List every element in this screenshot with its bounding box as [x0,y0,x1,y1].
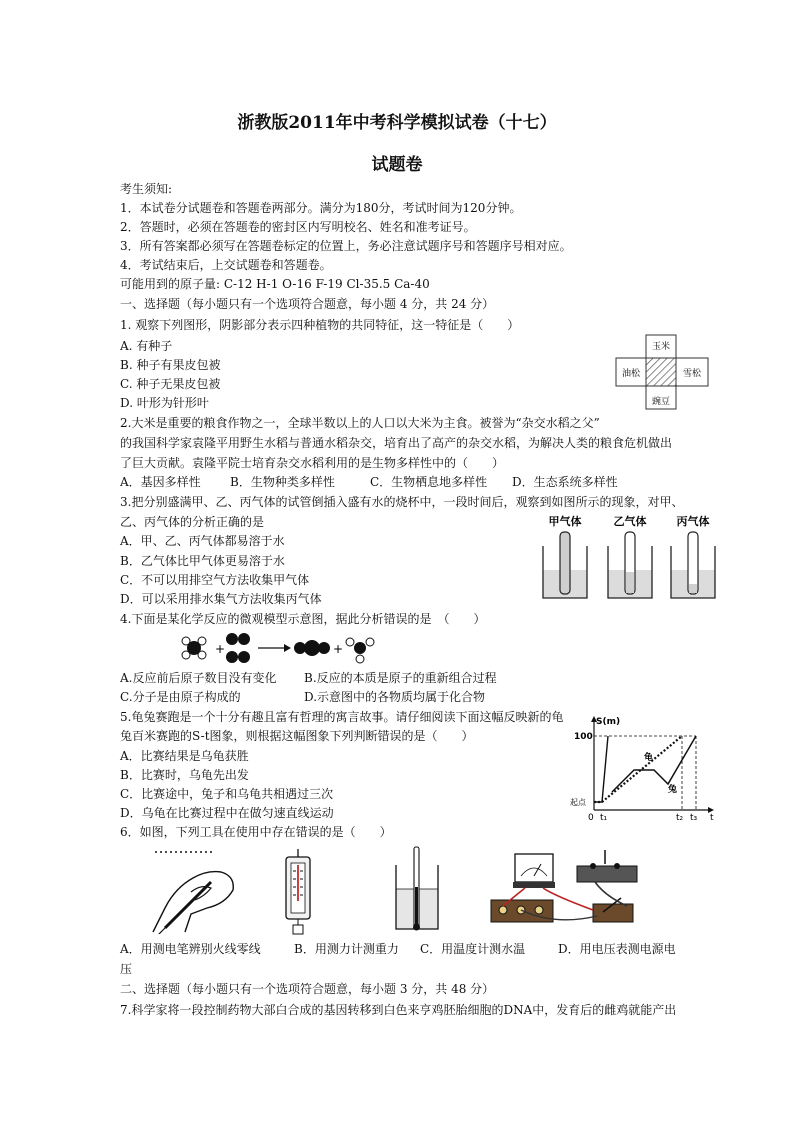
label-gas-bing: 丙气体 [676,515,710,528]
q7-start: 7.科学家将一段控制药物大部白合成的基因转移到白色来亨鸡胚胎细胞的DNA中，发育后的雌鸡就能产出 [120,1003,677,1017]
t1-label: t₁ [600,813,608,823]
svg-text:+: + [333,642,344,656]
q2-option-c: C．生物栖息地多样性 [370,475,488,489]
t-axis-label: t [710,813,714,823]
label-gas-yi: 乙气体 [613,515,647,528]
page-subtitle: 试题卷 [371,155,423,175]
thermometer-figure [392,845,442,935]
q4-option-d: D.示意图中的各物质均属于化合物 [304,690,486,704]
battery-board [577,866,637,882]
q3-option-c: C．不可以用排空气方法收集甲气体 [120,573,310,587]
q1-option-b: B. 种子有果皮包被 [120,358,221,372]
q5-line: 兔百米赛跑的S-t图象，则根据这幅图象下列判断错误的是（ ） [120,729,474,743]
notice-heading: 考生须知: [120,182,173,196]
q2-option-a: A．基因多样性 [120,475,201,489]
rabbit-path-1 [594,736,608,802]
reactant-molecule-1 [182,637,206,659]
rabbit-label: 兔 [668,785,678,795]
page-title: 浙教版2011年中考科学模拟试卷（十七） [237,113,557,133]
section2-heading: 二、选择题（每小题只有一个选项符合题意，每小题 3 分，共 48 分） [120,982,495,996]
label-right: 雪松 [682,369,702,379]
notice-item: 2．答题时，必须在答题卷的密封区内写明校名、姓名和准考证号。 [120,220,476,234]
q1-stem: 1. 观察下列图形，阴影部分表示四种植物的共同特征，这一特征是（ ） [120,318,520,332]
q6-option-b: B．用测力计测重力 [294,942,399,956]
q5-option-c: C．比赛途中，兔子和乌龟共相遇过三次 [120,787,334,801]
svg-text:+: + [215,642,226,656]
q2-option-d: D．生态系统多样性 [512,475,618,489]
q3-option-b: B．乙气体比甲气体更易溶于水 [120,554,285,568]
shaded-intersection [646,358,676,386]
q4-option-c: C.分子是由原子构成的 [120,690,241,704]
q1-option-a: A. 有种子 [120,339,173,353]
q5-option-b: B．比赛时，乌龟先出发 [120,768,249,782]
label-top: 玉米 [651,342,671,352]
origin-label: 0 [588,813,594,823]
beaker-jia [543,532,587,598]
q4-reaction-figure [180,631,380,667]
q1-option-c: C. 种子无果皮包被 [120,377,221,391]
q6-stem: 6．如图，下列工具在使用中存在错误的是（ ） [120,825,392,839]
q3-option-d: D．可以采用排水集气方法收集丙气体 [120,592,322,606]
t3-label: t₃ [690,813,698,823]
voltmeter-circuit-figure [485,846,685,932]
q6-option-d: D．用电压表测电源电 [558,942,676,956]
notice-item: 1．本试卷分试题卷和答题卷两部分。满分为180分，考试时间为120分钟。 [120,201,522,215]
notice-item: 4．考试结束后，上交试题卷和答题卷。 [120,258,332,272]
q6-option-c: C．用温度计测水温 [420,942,526,956]
q4-stem: 4.下面是某化学反应的微观模型示意图，据此分析错误的是 （ ） [120,612,486,626]
notice-item: 3．所有答案都必须写在答题卷标定的位置上，务必注意试题序号和答题序号相对应。 [120,239,572,253]
q2-line: 了巨大贡献。袁隆平院士培育杂交水稻利用的是生物多样性中的（ ） [120,456,505,470]
beaker-yi [608,532,652,598]
q5-option-a: A．比赛结果是乌龟获胜 [120,749,249,763]
atomic-masses: 可能用到的原子量: C-12 H-1 O-16 F-19 Cl-35.5 Ca-40 [120,277,430,291]
t2-label: t₂ [676,813,684,823]
q3-figure [535,512,720,604]
turtle-label: 龟 [644,753,654,763]
q2-line: 2.大米是重要的粮食作物之一，全球半数以上的人口以大米为主食。被誉为“杂交水稻之父” [120,416,600,430]
start-label: 起点 [570,798,586,807]
q1-option-d: D. 叶形为针形叶 [120,396,209,410]
spring-scale-figure [280,849,316,935]
q3-line: 乙、丙气体的分析正确的是 [120,515,265,529]
q5-line: 5.龟兔赛跑是一个十分有趣且富有哲理的寓言故事。请仔细阅读下面这幅反映新的龟 [120,710,564,724]
beaker-bing [671,532,715,598]
reactant-molecule-2 [226,633,250,663]
label-left: 油松 [621,369,641,379]
test-pen-figure [145,848,240,934]
q2-option-b: B．生物种类多样性 [230,475,335,489]
q6-option-d-wrap: 压 [120,962,133,976]
s-axis-label: S(m) [596,717,621,727]
product-molecule-2 [346,638,374,663]
q6-option-a: A．用测电笔辨别火线零线 [120,942,261,956]
q4-option-b: B.反应的本质是原子的重新组合过程 [304,671,497,685]
q5-option-d: D．乌龟在比赛过程中在做匀速直线运动 [120,806,334,820]
product-molecule-1 [294,640,330,656]
y-tick-100: 100 [574,732,593,742]
label-bottom: 豌豆 [651,397,671,407]
q3-line: 3.把分别盛满甲、乙、丙气体的试管倒插入盛有水的烧杯中，一段时间后，观察到如图所示的现象，对甲、 [120,495,684,509]
q5-st-graph [568,712,718,824]
q1-figure [614,333,710,413]
q4-option-a: A.反应前后原子数目没有变化 [120,671,277,685]
section1-heading: 一、选择题（每小题只有一个选项符合题意，每小题 4 分，共 24 分） [120,297,495,311]
q3-option-a: A．甲、乙、丙气体都易溶于水 [120,534,285,548]
label-gas-jia: 甲气体 [548,515,582,528]
q2-line: 的我国科学家袁隆平用野生水稻与普通水稻杂交，培育出了高产的杂交水稻，为解决人类的粮食危机做出 [120,436,673,450]
